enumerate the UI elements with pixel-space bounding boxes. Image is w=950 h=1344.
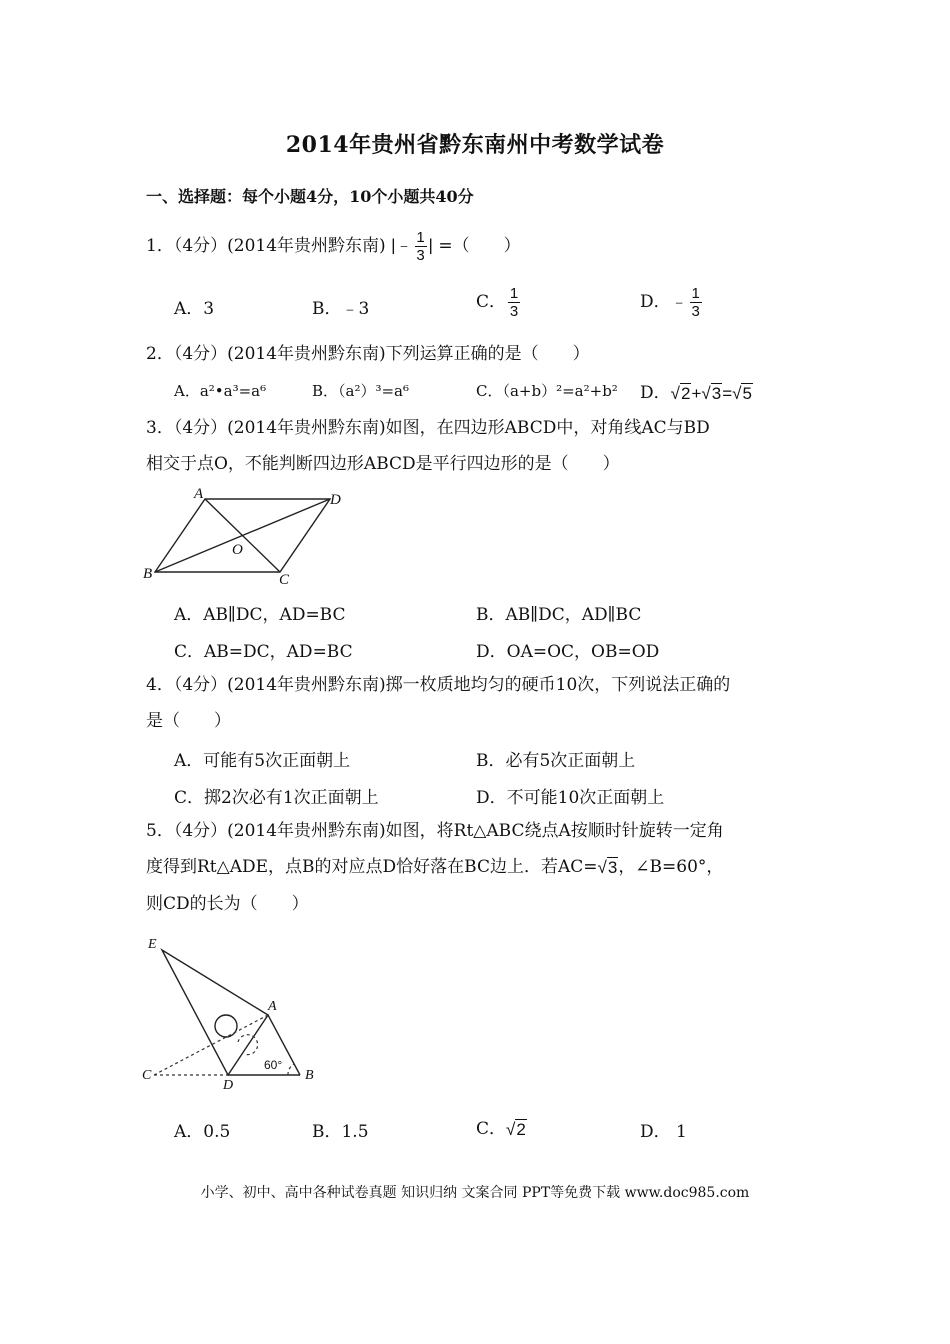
- q3-option-d[interactable]: D．OA=OC，OB=OD: [476, 642, 660, 662]
- segment-ca-dashed: [154, 1015, 268, 1075]
- q3-option-a[interactable]: A．AB∥DC，AD=BC: [174, 605, 346, 625]
- q3-option-c[interactable]: C．AB=DC，AD=BC: [174, 642, 353, 662]
- radicand: 3: [607, 857, 618, 877]
- question-3-line-2: 相交于点O，不能判断四边形ABCD是平行四边形的是（ ）: [146, 454, 620, 474]
- question-3-line-1: 3．（4分）(2014年贵州黔东南)如图，在四边形ABCD中，对角线AC与BD: [146, 418, 710, 438]
- label-e: E: [148, 937, 157, 952]
- sqrt-2: √2: [670, 383, 691, 403]
- q1-option-c-label: C．: [476, 292, 507, 312]
- q2-option-b[interactable]: B．（a²）³=a⁶: [312, 382, 410, 400]
- fraction-numerator: 1: [509, 285, 519, 302]
- question-5-line-3: 则CD的长为（ ）: [146, 894, 309, 914]
- question-2-stem: 2．（4分）(2014年贵州黔东南)下列运算正确的是（ ）: [146, 344, 590, 364]
- q4-option-a[interactable]: A．可能有5次正面朝上: [174, 751, 351, 771]
- q1-option-d-label: D．﹣: [640, 292, 688, 312]
- angle-b-arc: [288, 1064, 294, 1075]
- label-o: O: [232, 542, 243, 558]
- page-title: 2014年贵州省黔东南州中考数学试卷: [285, 132, 665, 158]
- question-5-line-2-suffix: ，∠B=60°，: [618, 857, 724, 877]
- footer-text: 小学、初中、高中各种试卷真题 知识归纳 文案合同 PPT等免费下载 www.doc985.com: [200, 1185, 750, 1201]
- label-d: D: [330, 492, 341, 508]
- q1-option-d-fraction: [690, 286, 702, 319]
- question-5-line-2-prefix: 度得到Rt△ADE，点B的对应点D恰好落在BC边上．若AC=: [146, 857, 598, 877]
- label-d: D: [223, 1078, 234, 1090]
- q2-option-d[interactable]: D．√2+√3=√5: [640, 383, 752, 403]
- radicand: 5: [742, 383, 752, 403]
- fraction-numerator: 1: [416, 229, 425, 246]
- angle-60-label: 60°: [264, 1058, 283, 1072]
- rotation-circle: [215, 1015, 237, 1037]
- sqrt-5: √5: [732, 383, 752, 403]
- question-1-suffix: =（ ）: [438, 236, 521, 256]
- q5-option-c-label: C．: [476, 1119, 507, 1139]
- q4-option-c[interactable]: C．掷2次必有1次正面朝上: [174, 788, 379, 808]
- label-c: C: [279, 572, 290, 588]
- sqrt-2: √2: [506, 1119, 526, 1139]
- radicand: 3: [711, 383, 722, 403]
- q5-option-a[interactable]: A．0.5: [174, 1122, 231, 1142]
- q4-option-b[interactable]: B．必有5次正面朝上: [476, 751, 636, 771]
- question-1-stem: [146, 230, 521, 263]
- sqrt-3: √3: [597, 857, 618, 877]
- q5-option-b[interactable]: B．1.5: [312, 1122, 369, 1142]
- sqrt-3: √3: [701, 383, 722, 403]
- q5-option-c[interactable]: [476, 1114, 527, 1140]
- triangle-ade: [162, 950, 268, 1075]
- q3-option-b[interactable]: B．AB∥DC，AD∥BC: [476, 605, 642, 625]
- label-b: B: [305, 1068, 314, 1083]
- q1-option-c-fraction: [508, 286, 520, 319]
- q1-option-b[interactable]: B．﹣3: [312, 299, 370, 319]
- fraction-denominator: 3: [691, 303, 700, 320]
- rotation-triangle-figure: [138, 930, 338, 1090]
- label-a: A: [194, 486, 204, 502]
- section-heading: 一、选择题：每个小题4分，10个小题共40分: [146, 187, 474, 206]
- abs-minus: ﹣: [395, 235, 413, 255]
- fraction-numerator: 1: [691, 285, 700, 302]
- label-c: C: [142, 1068, 152, 1083]
- question-5-line-2: [146, 855, 723, 880]
- fraction-denominator: 3: [509, 303, 519, 320]
- question-4-line-2: 是（ ）: [146, 711, 231, 731]
- diagonal-bd: [155, 499, 330, 572]
- q5-option-d[interactable]: D． 1: [640, 1122, 687, 1142]
- q1-option-a[interactable]: A．3: [174, 299, 215, 319]
- label-a: A: [268, 999, 277, 1014]
- q1-option-c[interactable]: [476, 286, 522, 319]
- radicand: 2: [680, 383, 691, 403]
- radicand: 2: [516, 1119, 526, 1139]
- q2-option-a[interactable]: A．a²•a³=a⁶: [174, 382, 267, 400]
- q4-option-d[interactable]: D．不可能10次正面朝上: [476, 788, 665, 808]
- question-4-line-1: 4．（4分）(2014年贵州黔东南)掷一枚质地均匀的硬币10次，下列说法正确的: [146, 675, 731, 695]
- fraction-denominator: 3: [416, 247, 425, 264]
- question-5-line-1: 5．（4分）(2014年贵州黔东南)如图，将Rt△ABC绕点A按顺时针旋转一定角: [146, 821, 724, 841]
- absolute-value-expression: |﹣ $\frac{1}{3}$ |: [391, 229, 433, 264]
- q1-option-d[interactable]: [640, 286, 704, 319]
- q2-option-c[interactable]: C．（a+b）²=a²+b²: [476, 382, 618, 400]
- fraction-one-third: [415, 230, 427, 263]
- q2-option-d-label: D．: [640, 383, 671, 403]
- question-1-prefix: 1．（4分）(2014年贵州黔东南): [146, 236, 386, 256]
- parallelogram-figure: [140, 484, 360, 590]
- label-b: B: [143, 566, 153, 582]
